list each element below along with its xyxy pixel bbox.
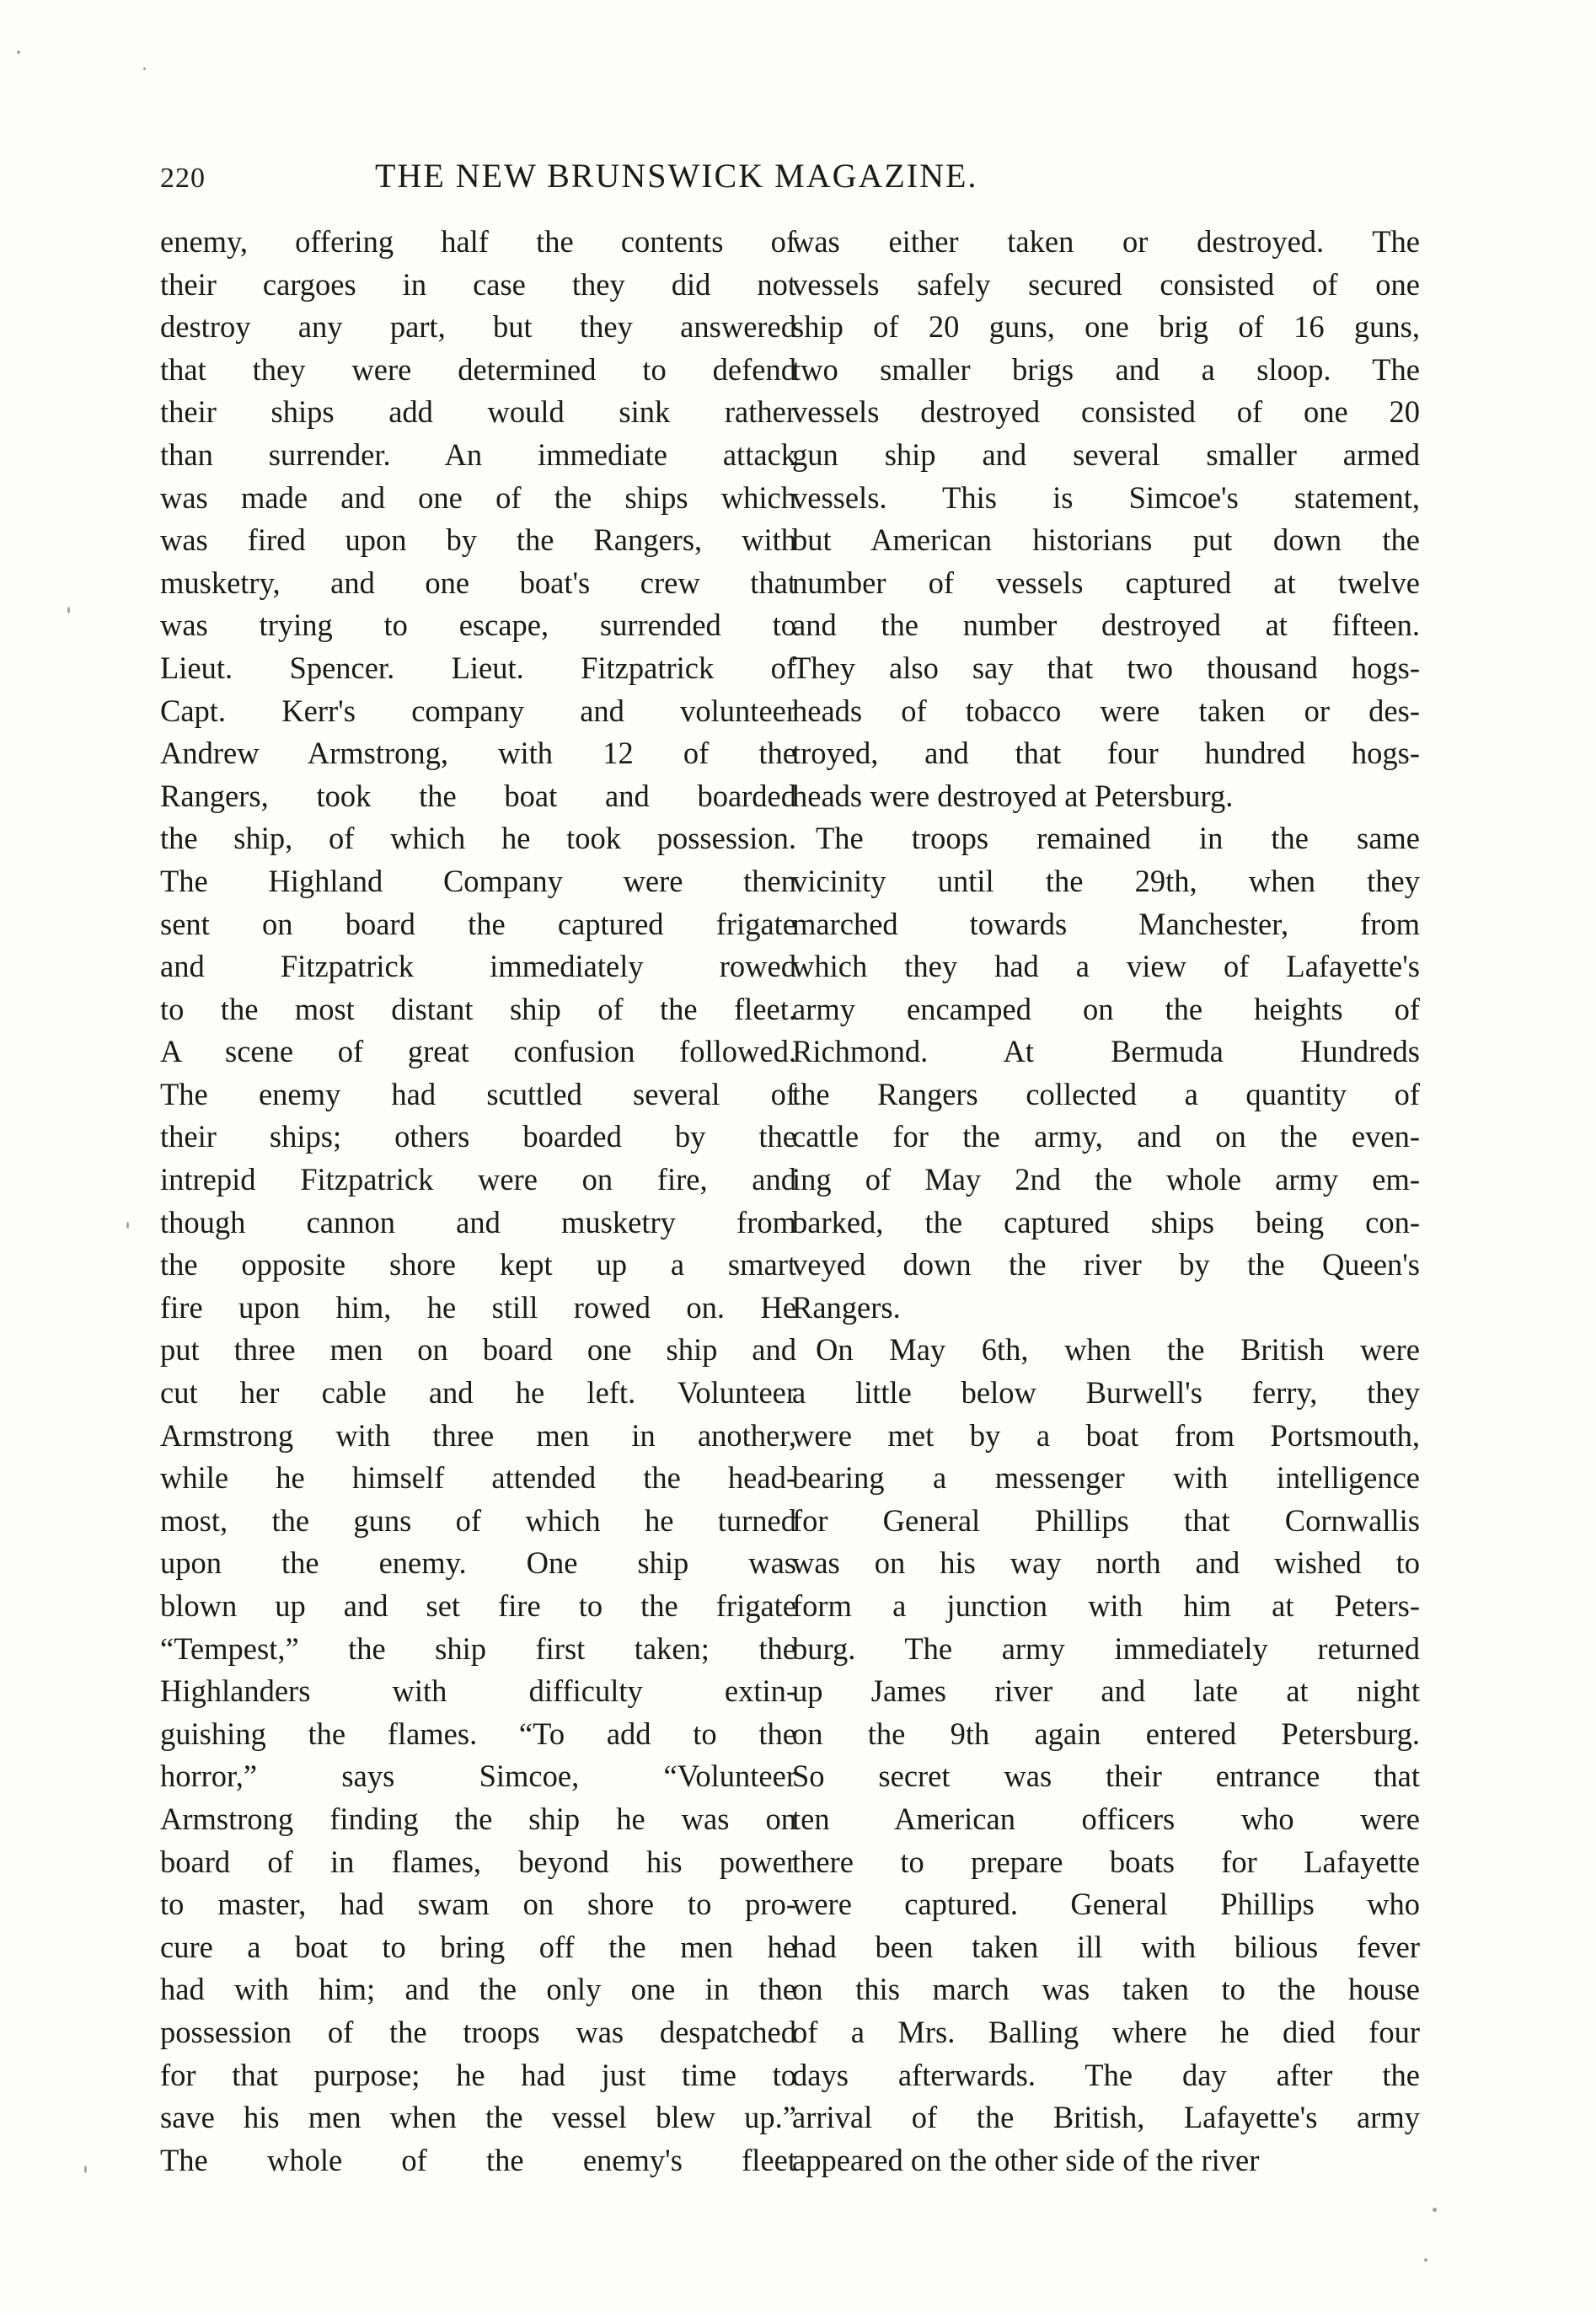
text-line: was made and one of the ships which: [160, 479, 796, 515]
text-line: the ship, of which he took possession.: [160, 821, 796, 856]
text-line: put three men on board one ship and: [160, 1332, 796, 1368]
text-line: Richmond. At Bermuda Hundreds: [792, 1034, 1420, 1069]
text-line: troyed, and that four hundred hogs-: [792, 736, 1420, 771]
text-line: barked, the captured ships being con-: [792, 1204, 1420, 1239]
scan-speck: [1433, 2208, 1437, 2212]
text-line: ship of 20 guns, one brig of 16 guns,: [792, 309, 1420, 345]
magazine-title: THE NEW BRUNSWICK MAGAZINE.: [375, 157, 978, 195]
text-line: on the 9th again entered Petersburg.: [792, 1716, 1420, 1751]
text-line: sent on board the captured frigate: [160, 906, 796, 941]
text-line: a little below Burwell's ferry, they: [792, 1375, 1420, 1411]
text-line: ten American officers who were: [792, 1801, 1420, 1836]
text-line: number of vessels captured at twelve: [792, 565, 1420, 600]
text-line: had with him; and the only one in the: [160, 1972, 796, 2007]
text-line: heads were destroyed at Petersburg.: [792, 778, 1234, 813]
text-line: on this march was taken to the house: [792, 1972, 1420, 2007]
right-text-column: [792, 221, 1420, 2182]
text-line: which they had a view of Lafayette's: [792, 949, 1420, 984]
text-line: cattle for the army, and on the even-: [792, 1119, 1420, 1154]
text-line: arrival of the British, Lafayette's army: [792, 2100, 1420, 2135]
text-line: save his men when the vessel blew up.”: [160, 2100, 796, 2135]
text-line: The troops remained in the same: [816, 821, 1420, 856]
text-line: guishing the flames. “To add to the: [160, 1716, 796, 1751]
text-line: cure a boat to bring off the men he: [160, 1929, 796, 1964]
text-line: to the most distant ship of the fleet.: [160, 991, 796, 1026]
text-line: Armstrong with three men in another,: [160, 1417, 796, 1453]
text-line: The whole of the enemy's fleet: [160, 2142, 796, 2177]
text-line: heads of tobacco were taken or des-: [792, 693, 1420, 728]
text-line: their ships add would sink rather: [160, 394, 796, 430]
text-line: two smaller brigs and a sloop. The: [792, 351, 1420, 387]
text-line: than surrender. An immediate attack: [160, 436, 796, 472]
text-line: Capt. Kerr's company and volunteer: [160, 693, 796, 728]
text-line: was on his way north and wished to: [792, 1545, 1420, 1581]
text-line: destroy any part, but they answered: [160, 309, 796, 345]
text-line: up James river and late at night: [792, 1673, 1420, 1709]
text-line: intrepid Fitzpatrick were on fire, and: [160, 1162, 796, 1197]
text-line: Lieut. Spencer. Lieut. Fitzpatrick of: [160, 650, 796, 685]
text-line: but American historians put down the: [792, 522, 1420, 558]
text-line: ing of May 2nd the whole army em-: [792, 1162, 1420, 1197]
text-line: veyed down the river by the Queen's: [792, 1247, 1420, 1282]
text-line: Rangers.: [792, 1289, 901, 1325]
text-line: vessels destroyed consisted of one 20: [792, 394, 1420, 430]
text-line: army encamped on the heights of: [792, 991, 1420, 1026]
scan-speck: [67, 607, 70, 613]
text-line: their ships; others boarded by the: [160, 1119, 796, 1154]
text-line: So secret was their entrance that: [792, 1759, 1420, 1794]
text-line: of a Mrs. Balling where he died four: [792, 2014, 1420, 2049]
text-line: marched towards Manchester, from: [792, 906, 1420, 941]
text-line: cut her cable and he left. Volunteer: [160, 1375, 796, 1411]
text-line: Rangers, took the boat and boarded: [160, 778, 796, 813]
scan-speck: [126, 1222, 129, 1229]
text-line: vessels. This is Simcoe's statement,: [792, 479, 1420, 515]
text-line: for that purpose; he had just time to: [160, 2057, 796, 2092]
text-line: was fired upon by the Rangers, with: [160, 522, 796, 558]
text-line: The enemy had scuttled several of: [160, 1076, 796, 1111]
text-line: vessels safely secured consisted of one: [792, 266, 1420, 302]
text-line: Armstrong finding the ship he was on: [160, 1801, 796, 1836]
scan-speck: [1424, 2258, 1427, 2262]
text-line: Andrew Armstrong, with 12 of the: [160, 736, 796, 771]
text-line: was trying to escape, surrended to: [160, 608, 796, 643]
text-line: were captured. General Phillips who: [792, 1887, 1420, 1922]
text-line: their cargoes in case they did not: [160, 266, 796, 302]
text-line: while he himself attended the head-: [160, 1460, 796, 1496]
text-line: the opposite shore kept up a smart: [160, 1247, 796, 1282]
text-line: that they were determined to defend: [160, 351, 796, 387]
text-line: bearing a messenger with intelligence: [792, 1460, 1420, 1496]
left-text-column: [160, 221, 796, 2182]
scan-speck: [84, 2166, 87, 2173]
text-line: gun ship and several smaller armed: [792, 436, 1420, 472]
text-line: was either taken or destroyed. The: [792, 224, 1420, 259]
text-line: enemy, offering half the contents of: [160, 224, 796, 259]
page-number: 220: [160, 163, 206, 194]
text-line: for General Phillips that Cornwallis: [792, 1502, 1420, 1538]
text-line: “Tempest,” the ship first taken; the: [160, 1630, 796, 1666]
text-line: board of in flames, beyond his power: [160, 1844, 796, 1879]
text-line: fire upon him, he still rowed on. He: [160, 1289, 796, 1325]
text-line: there to prepare boats for Lafayette: [792, 1844, 1420, 1879]
text-line: form a junction with him at Peters-: [792, 1588, 1420, 1623]
text-line: Highlanders with difficulty extin-: [160, 1673, 796, 1709]
text-line: A scene of great confusion followed.: [160, 1034, 796, 1069]
text-line: The Highland Company were then: [160, 863, 796, 898]
text-line: They also say that two thousand hogs-: [792, 650, 1420, 685]
text-line: though cannon and musketry from: [160, 1204, 796, 1239]
text-line: musketry, and one boat's crew that: [160, 565, 796, 600]
text-line: and the number destroyed at fifteen.: [792, 608, 1420, 643]
text-line: possession of the troops was despatched: [160, 2014, 796, 2049]
text-line: to master, had swam on shore to pro-: [160, 1887, 796, 1922]
text-line: upon the enemy. One ship was: [160, 1545, 796, 1581]
text-line: the Rangers collected a quantity of: [792, 1076, 1420, 1111]
text-line: burg. The army immediately returned: [792, 1630, 1420, 1666]
running-head: [160, 156, 1475, 206]
text-line: horror,” says Simcoe, “Volunteer: [160, 1759, 796, 1794]
text-line: blown up and set fire to the frigate: [160, 1588, 796, 1623]
text-line: were met by a boat from Portsmouth,: [792, 1417, 1420, 1453]
text-line: had been taken ill with bilious fever: [792, 1929, 1420, 1964]
text-line: appeared on the other side of the river: [792, 2142, 1260, 2177]
text-line: days afterwards. The day after the: [792, 2057, 1420, 2092]
text-line: On May 6th, when the British were: [816, 1332, 1420, 1368]
scan-speck: [143, 67, 146, 70]
scan-speck: [17, 51, 20, 54]
text-line: most, the guns of which he turned: [160, 1502, 796, 1538]
text-line: vicinity until the 29th, when they: [792, 863, 1420, 898]
text-line: and Fitzpatrick immediately rowed: [160, 949, 796, 984]
